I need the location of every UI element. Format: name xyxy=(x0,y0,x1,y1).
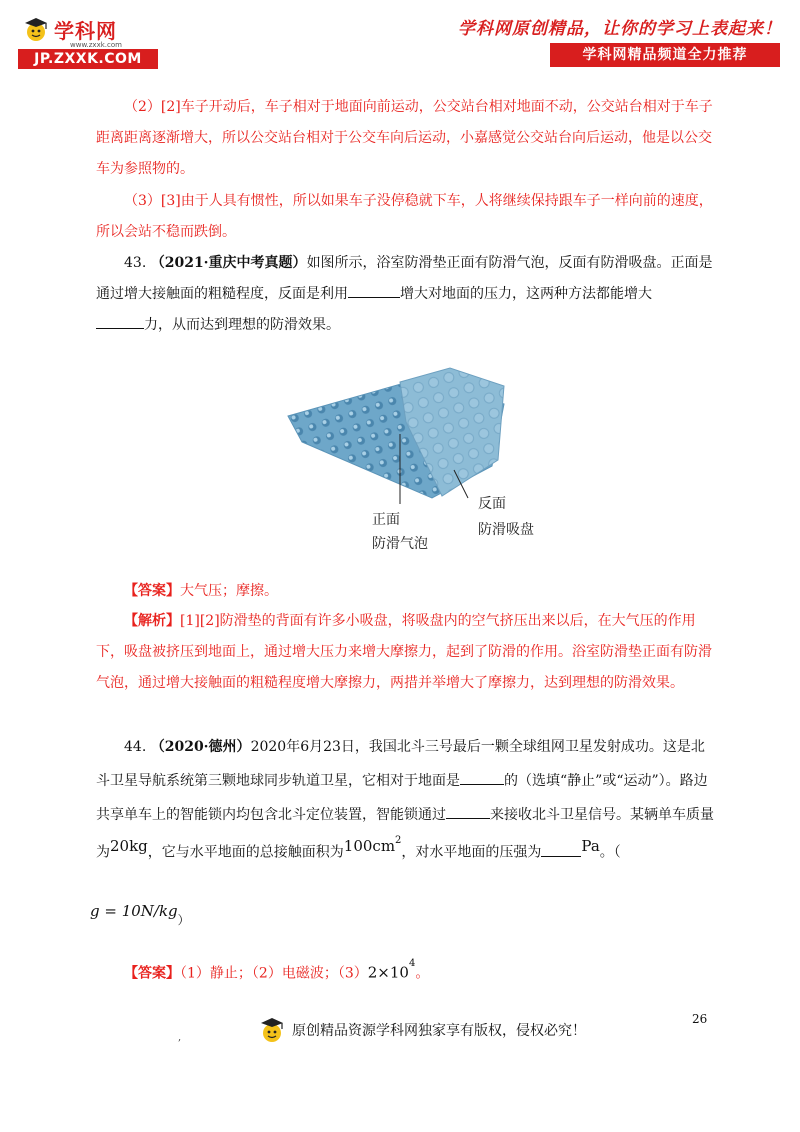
mascot-icon xyxy=(22,15,50,43)
answer-text: 大气压；摩擦。 xyxy=(180,583,278,599)
question-44 xyxy=(96,730,716,870)
answer-blank[interactable] xyxy=(541,843,581,857)
solution-part-2: （2）[2]车子开动后，车子相对于地面向前运动，公交站台相对地面不动，公交站台相对于车子距离距离逐渐增大，所以公交站台相对于公交车向后运动，小嘉感觉公交站台向后运动，他是以公交车为参照物的。 xyxy=(96,99,713,177)
question-source: （2021·重庆中考真题） xyxy=(150,255,307,271)
answer-blank[interactable] xyxy=(348,284,400,298)
close-paren: ） xyxy=(177,913,190,927)
q44-answer xyxy=(124,954,716,990)
analysis-tag: 【解析】 xyxy=(124,613,180,629)
answer-blank[interactable] xyxy=(96,315,144,329)
label-front-desc: 防滑气泡 xyxy=(372,536,428,552)
answer-end: 。 xyxy=(415,965,430,982)
question-text: 的（选填“静止”或“运动”）。路边共享单车上的智能锁内均包含北斗定位装置，智能锁通过 xyxy=(96,773,708,823)
question-source: （2020·德州） xyxy=(150,739,251,755)
copyright-text: 原创精品资源学科网独家享有版权，侵权必究！ xyxy=(292,1023,586,1039)
q43-answer xyxy=(124,576,716,607)
header-slogan: 学科网原创精品，让你的学习上表起来！ xyxy=(458,19,782,39)
answer-tag: 【答案】 xyxy=(124,965,180,982)
pressure-unit: Pa xyxy=(581,836,600,855)
answer-tag: 【答案】 xyxy=(124,583,180,599)
q43-analysis xyxy=(96,606,716,699)
area-value: 100cm xyxy=(343,836,396,855)
gravity-constant xyxy=(90,896,710,928)
footer-mark: , xyxy=(178,1032,182,1043)
answer-exponent: 4 xyxy=(408,958,416,969)
question-text: 增大对地面的压力，这两种方法都能增大 xyxy=(400,286,652,302)
question-text: 来接收北斗卫星信号。某辆单车质量为 xyxy=(96,807,714,861)
channel-banner[interactable]: 学科网精品频道全力推荐 xyxy=(550,43,780,67)
answer-blank[interactable] xyxy=(460,771,504,785)
logo-title: 学科网 xyxy=(54,18,117,43)
answer-math: 2×10 xyxy=(367,963,409,982)
logo-domain: JP.ZXXK.COM xyxy=(18,49,158,69)
page-number: 26 xyxy=(692,1012,708,1026)
question-text: ，它与水平地面的总接触面积为 xyxy=(147,844,344,861)
area-exponent: 2 xyxy=(395,835,402,846)
label-front: 正面 xyxy=(372,512,400,528)
page-footer xyxy=(258,1012,586,1048)
mascot-icon xyxy=(258,1013,286,1047)
question-text: ，对水平地面的压强为 xyxy=(401,844,542,861)
question-43 xyxy=(96,248,716,341)
question-number: 43. xyxy=(124,255,147,271)
zxxk-logo[interactable] xyxy=(18,14,168,74)
question-text: 。（ xyxy=(599,844,621,861)
page-header xyxy=(0,0,800,80)
gravity-expression: g = 10N/kg xyxy=(90,902,178,920)
mass-value: 20kg xyxy=(110,836,148,855)
question-number: 44. xyxy=(124,739,147,755)
answer-blank[interactable] xyxy=(446,805,490,819)
label-back-desc: 防滑吸盘 xyxy=(478,522,534,538)
question-text: 力，从而达到理想的防滑效果。 xyxy=(144,317,340,333)
bath-mat-illustration xyxy=(282,356,552,566)
answer-text: （1）静止；（2）电磁波；（3） xyxy=(180,965,368,982)
question-text: 2020年6月23日，我国北斗三号最后一颗全球组网卫星发射成功。这是北斗卫星导航系统第三颗地球同步轨道卫星，它相对于地面是 xyxy=(96,739,705,789)
bath-mat-figure xyxy=(282,356,552,566)
logo-subdomain: www.zxxk.com xyxy=(70,41,122,49)
label-back: 反面 xyxy=(478,496,506,512)
question-text: 如图所示，浴室防滑垫正面有防滑气泡，反面有防滑吸盘。正面是通过增大接触面的粗糙程度，反面是利用 xyxy=(96,255,713,302)
solution-part-3: （3）[3]由于人具有惯性，所以如果车子没停稳就下车，人将继续保持跟车子一样向前的速度，所以会站不稳而跌倒。 xyxy=(96,193,713,240)
analysis-text: [1][2]防滑垫的背面有许多小吸盘，将吸盘内的空气挤压出来以后，在大气压的作用下，吸盘被挤压到地面上，通过增大压力来增大摩擦力，起到了防滑的作用。浴室防滑垫正面有防滑气泡，通过增大接触面的粗糙程度增大摩擦力，两措并举增大了摩擦力，达到理想的防滑效果。 xyxy=(96,613,712,691)
